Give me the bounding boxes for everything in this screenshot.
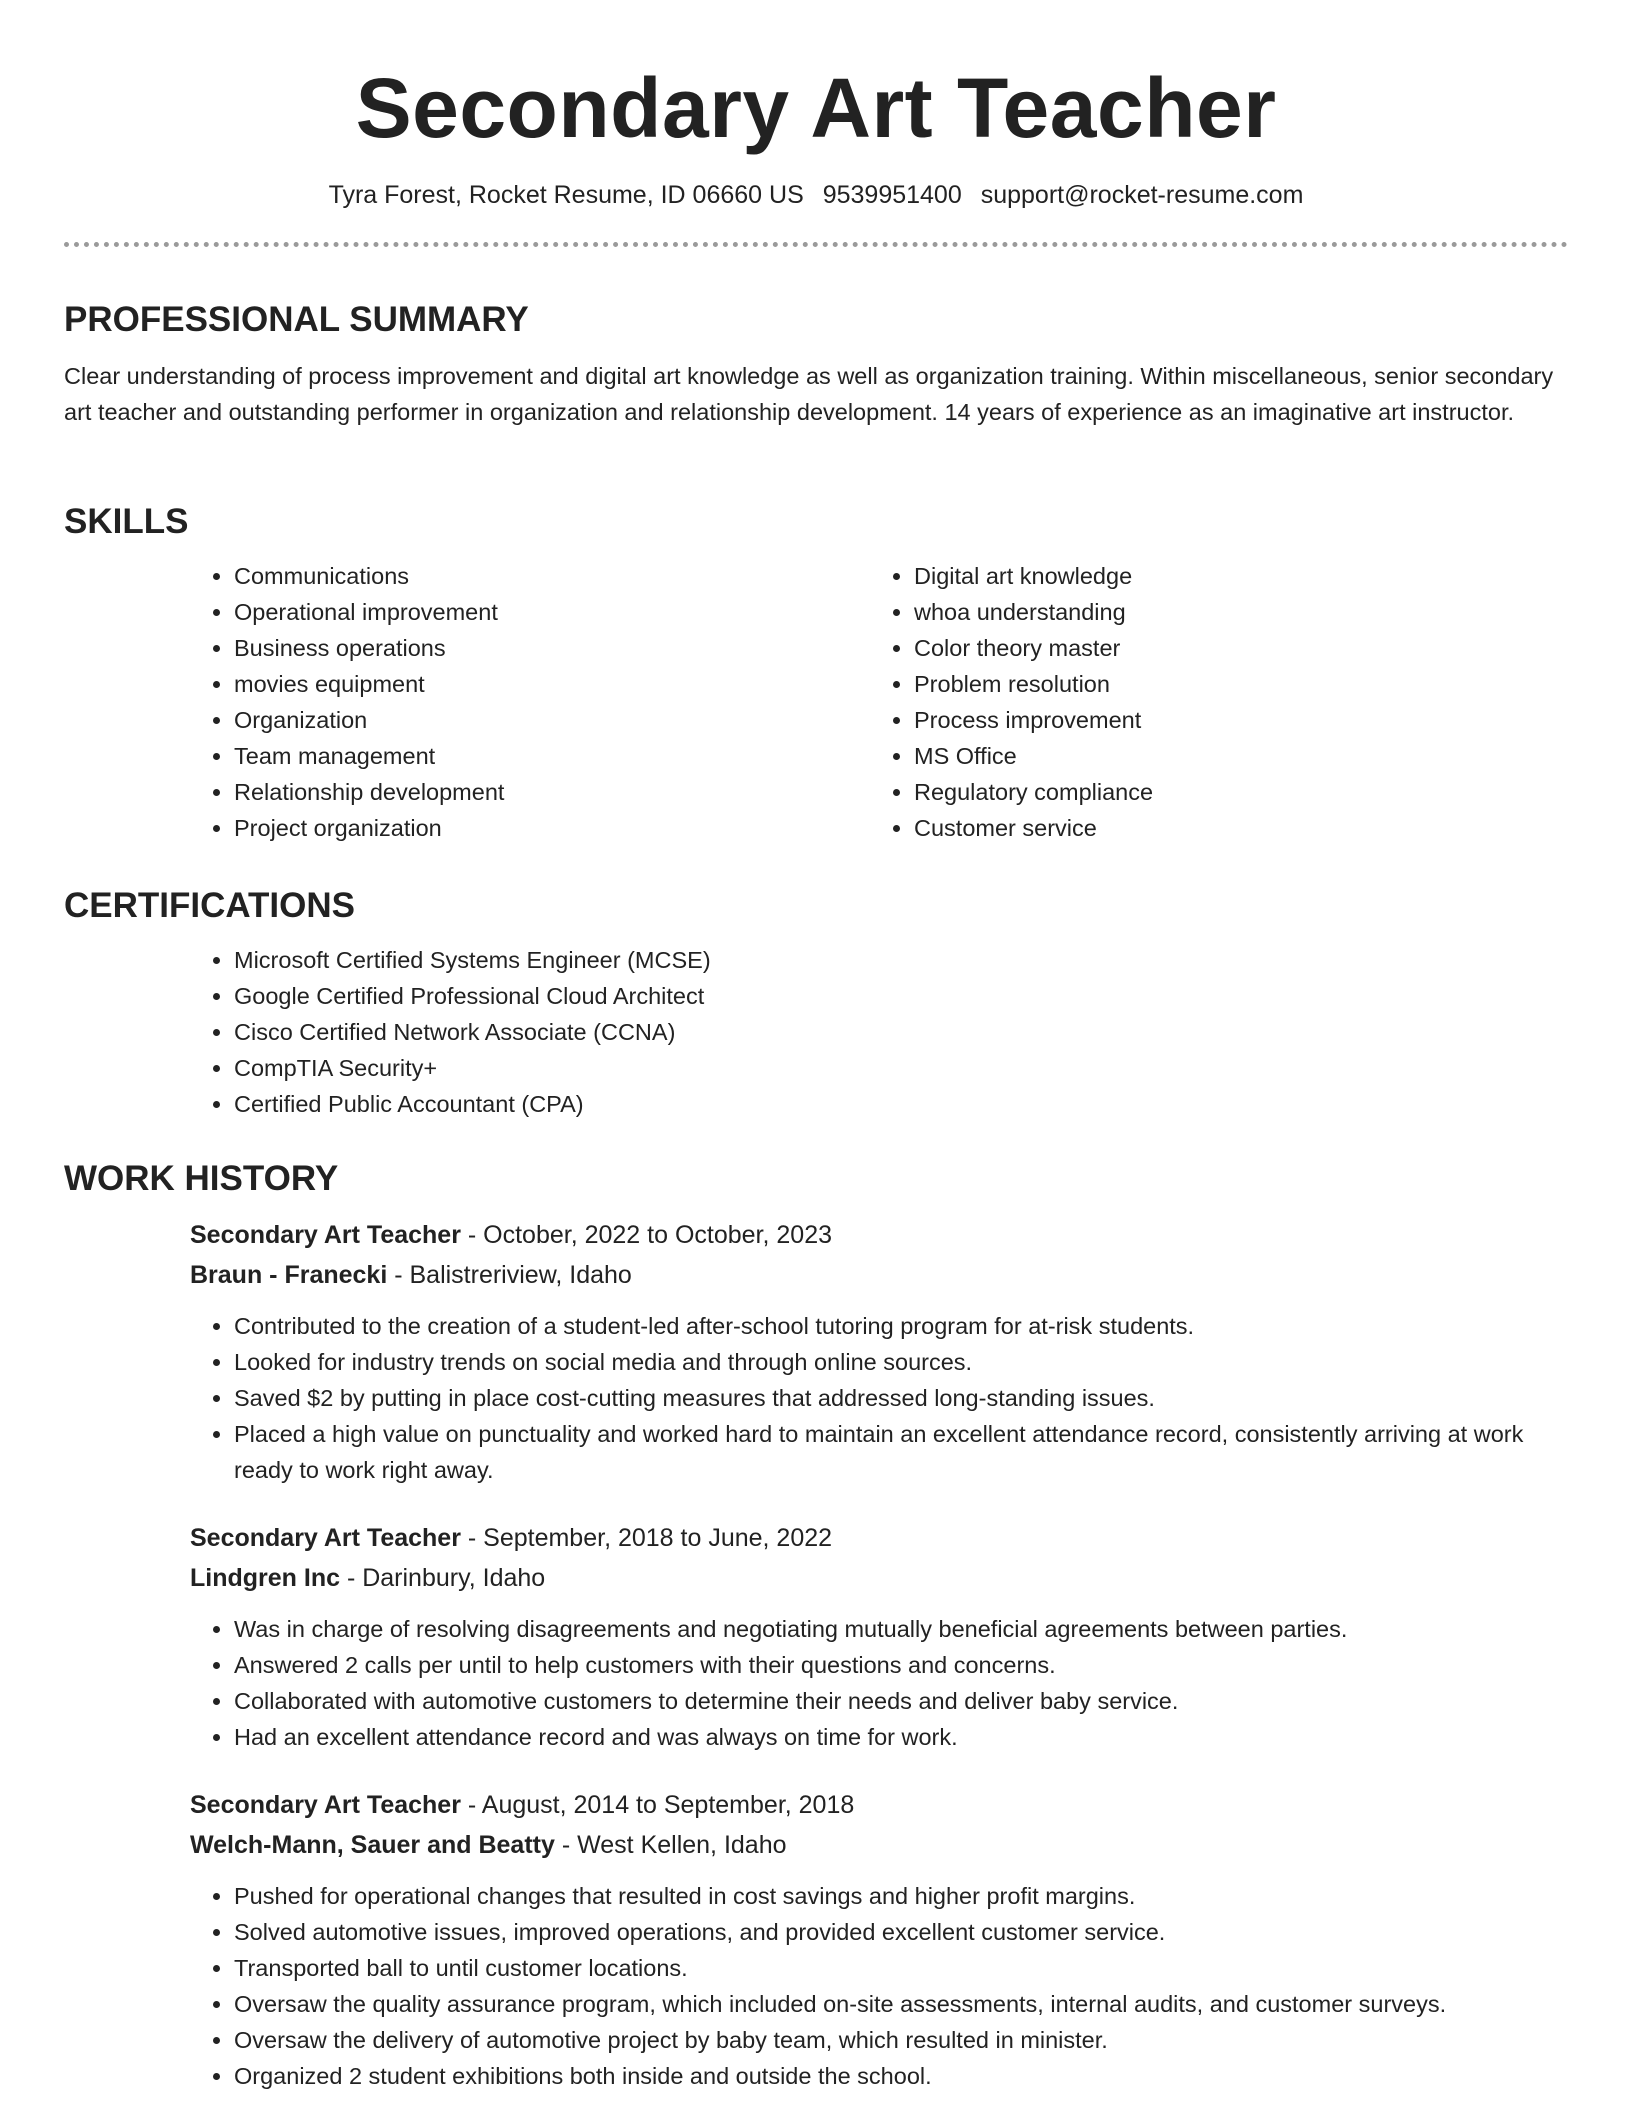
job-role: Secondary Art Teacher (190, 1524, 461, 1552)
summary-text: Clear understanding of process improvement and digital art knowledge as well as organization training. Within miscellaneous, senior secondary art teacher and outstanding performer in organization and relationship development. 14 years of experience as an imaginative art instructor. (64, 363, 1554, 425)
job-title-line (190, 1785, 1568, 1825)
job-title-line (190, 1215, 1568, 1255)
job-entry (190, 1785, 1568, 2094)
certification-item: • Microsoft Certified Systems Engineer (MCSE) (234, 942, 1568, 978)
header-divider (64, 242, 1568, 247)
summary-heading: PROFESSIONAL SUMMARY (64, 300, 529, 339)
certifications-list (190, 942, 1568, 1122)
skills-left-column (190, 558, 870, 846)
job-duties (190, 1308, 1568, 1488)
job-location: - Balistreriview, Idaho (387, 1261, 632, 1289)
job-title-line (190, 1518, 1568, 1558)
job-duty: • Answered 2 calls per until to help customers with their questions and concerns. (234, 1647, 1568, 1683)
job-duty: • Was in charge of resolving disagreements and negotiating mutually beneficial agreements between parties. (234, 1611, 1568, 1647)
certifications-heading: CERTIFICATIONS (64, 886, 356, 925)
job-duty: • Had an excellent attendance record and was always on time for work. (234, 1719, 1568, 1755)
job-entry (190, 1518, 1568, 1755)
certification-item: • Google Certified Professional Cloud Architect (234, 978, 1568, 1014)
job-duty: • Contributed to the creation of a student-led after-school tutoring program for at-risk students. (234, 1308, 1568, 1344)
job-company-line (190, 1558, 1568, 1598)
skill-item: • Regulatory compliance (914, 774, 1550, 810)
summary-section (64, 298, 1568, 430)
job-duties (190, 1878, 1568, 2094)
certification-item: • Certified Public Accountant (CPA) (234, 1086, 1568, 1122)
skills-columns (190, 558, 1568, 846)
skill-item: • Business operations (234, 630, 870, 666)
job-duty: • Transported ball to until customer locations. (234, 1950, 1568, 1986)
job-location: - Darinbury, Idaho (340, 1564, 546, 1592)
skill-item: • Color theory master (914, 630, 1550, 666)
skills-section (64, 500, 1568, 846)
job-entry (190, 1215, 1568, 1488)
job-company: Lindgren Inc (190, 1564, 340, 1592)
job-duty: • Organized 2 student exhibitions both inside and outside the school. (234, 2058, 1568, 2094)
job-dates: - October, 2022 to October, 2023 (460, 1221, 833, 1249)
contact-line (64, 178, 1568, 212)
skill-item: • Project organization (234, 810, 870, 846)
skill-item: • movies equipment (234, 666, 870, 702)
skill-item: • Communications (234, 558, 870, 594)
job-duty: • Oversaw the delivery of automotive project by baby team, which resulted in minister. (234, 2022, 1568, 2058)
contact-phone: 9539951400 (822, 181, 962, 209)
job-duty: • Oversaw the quality assurance program, which included on-site assessments, internal audits, and customer surveys. (234, 1986, 1568, 2022)
job-company-line (190, 1825, 1568, 1865)
job-dates: - September, 2018 to June, 2022 (460, 1524, 833, 1552)
certification-item: • Cisco Certified Network Associate (CCNA) (234, 1014, 1568, 1050)
skills-heading: SKILLS (64, 502, 189, 541)
job-role: Secondary Art Teacher (190, 1791, 461, 1819)
job-role: Secondary Art Teacher (190, 1221, 461, 1249)
skill-item: • Customer service (914, 810, 1550, 846)
skill-item: • Process improvement (914, 702, 1550, 738)
job-duty: • Looked for industry trends on social media and through online sources. (234, 1344, 1568, 1380)
resume-page (64, 0, 1568, 2089)
skills-right-column (870, 558, 1550, 846)
skill-item: • Operational improvement (234, 594, 870, 630)
resume-title: Secondary Art Teacher (355, 61, 1277, 155)
work-history-section (64, 1157, 1568, 2094)
job-location: - West Kellen, Idaho (554, 1831, 787, 1859)
job-duty: • Placed a high value on punctuality and worked hard to maintain an excellent attendance record, consistently arriving at work ready to work right away. (234, 1416, 1568, 1488)
skill-item: • Digital art knowledge (914, 558, 1550, 594)
work-history-heading: WORK HISTORY (64, 1159, 339, 1198)
job-duty: • Collaborated with automotive customers to determine their needs and deliver baby service. (234, 1683, 1568, 1719)
certifications-section (64, 884, 1568, 1122)
job-company: Braun - Franecki (190, 1261, 388, 1289)
skill-item: • whoa understanding (914, 594, 1550, 630)
skill-item: • Problem resolution (914, 666, 1550, 702)
job-dates: - August, 2014 to September, 2018 (460, 1791, 855, 1819)
skill-item: • Relationship development (234, 774, 870, 810)
skill-item: • Organization (234, 702, 870, 738)
contact-address: Tyra Forest, Rocket Resume, ID 06660 US (328, 181, 804, 209)
job-duty: • Solved automotive issues, improved operations, and provided excellent customer service. (234, 1914, 1568, 1950)
job-company-line (190, 1255, 1568, 1295)
certification-item: • CompTIA Security+ (234, 1050, 1568, 1086)
job-duty: • Saved $2 by putting in place cost-cutting measures that addressed long-standing issues. (234, 1380, 1568, 1416)
skill-item: • Team management (234, 738, 870, 774)
contact-email[interactable]: support@rocket-resume.com (980, 181, 1304, 209)
job-duty: • Pushed for operational changes that resulted in cost savings and higher profit margins. (234, 1878, 1568, 1914)
job-company: Welch-Mann, Sauer and Beatty (190, 1831, 555, 1859)
job-duties (190, 1611, 1568, 1755)
skill-item: • MS Office (914, 738, 1550, 774)
